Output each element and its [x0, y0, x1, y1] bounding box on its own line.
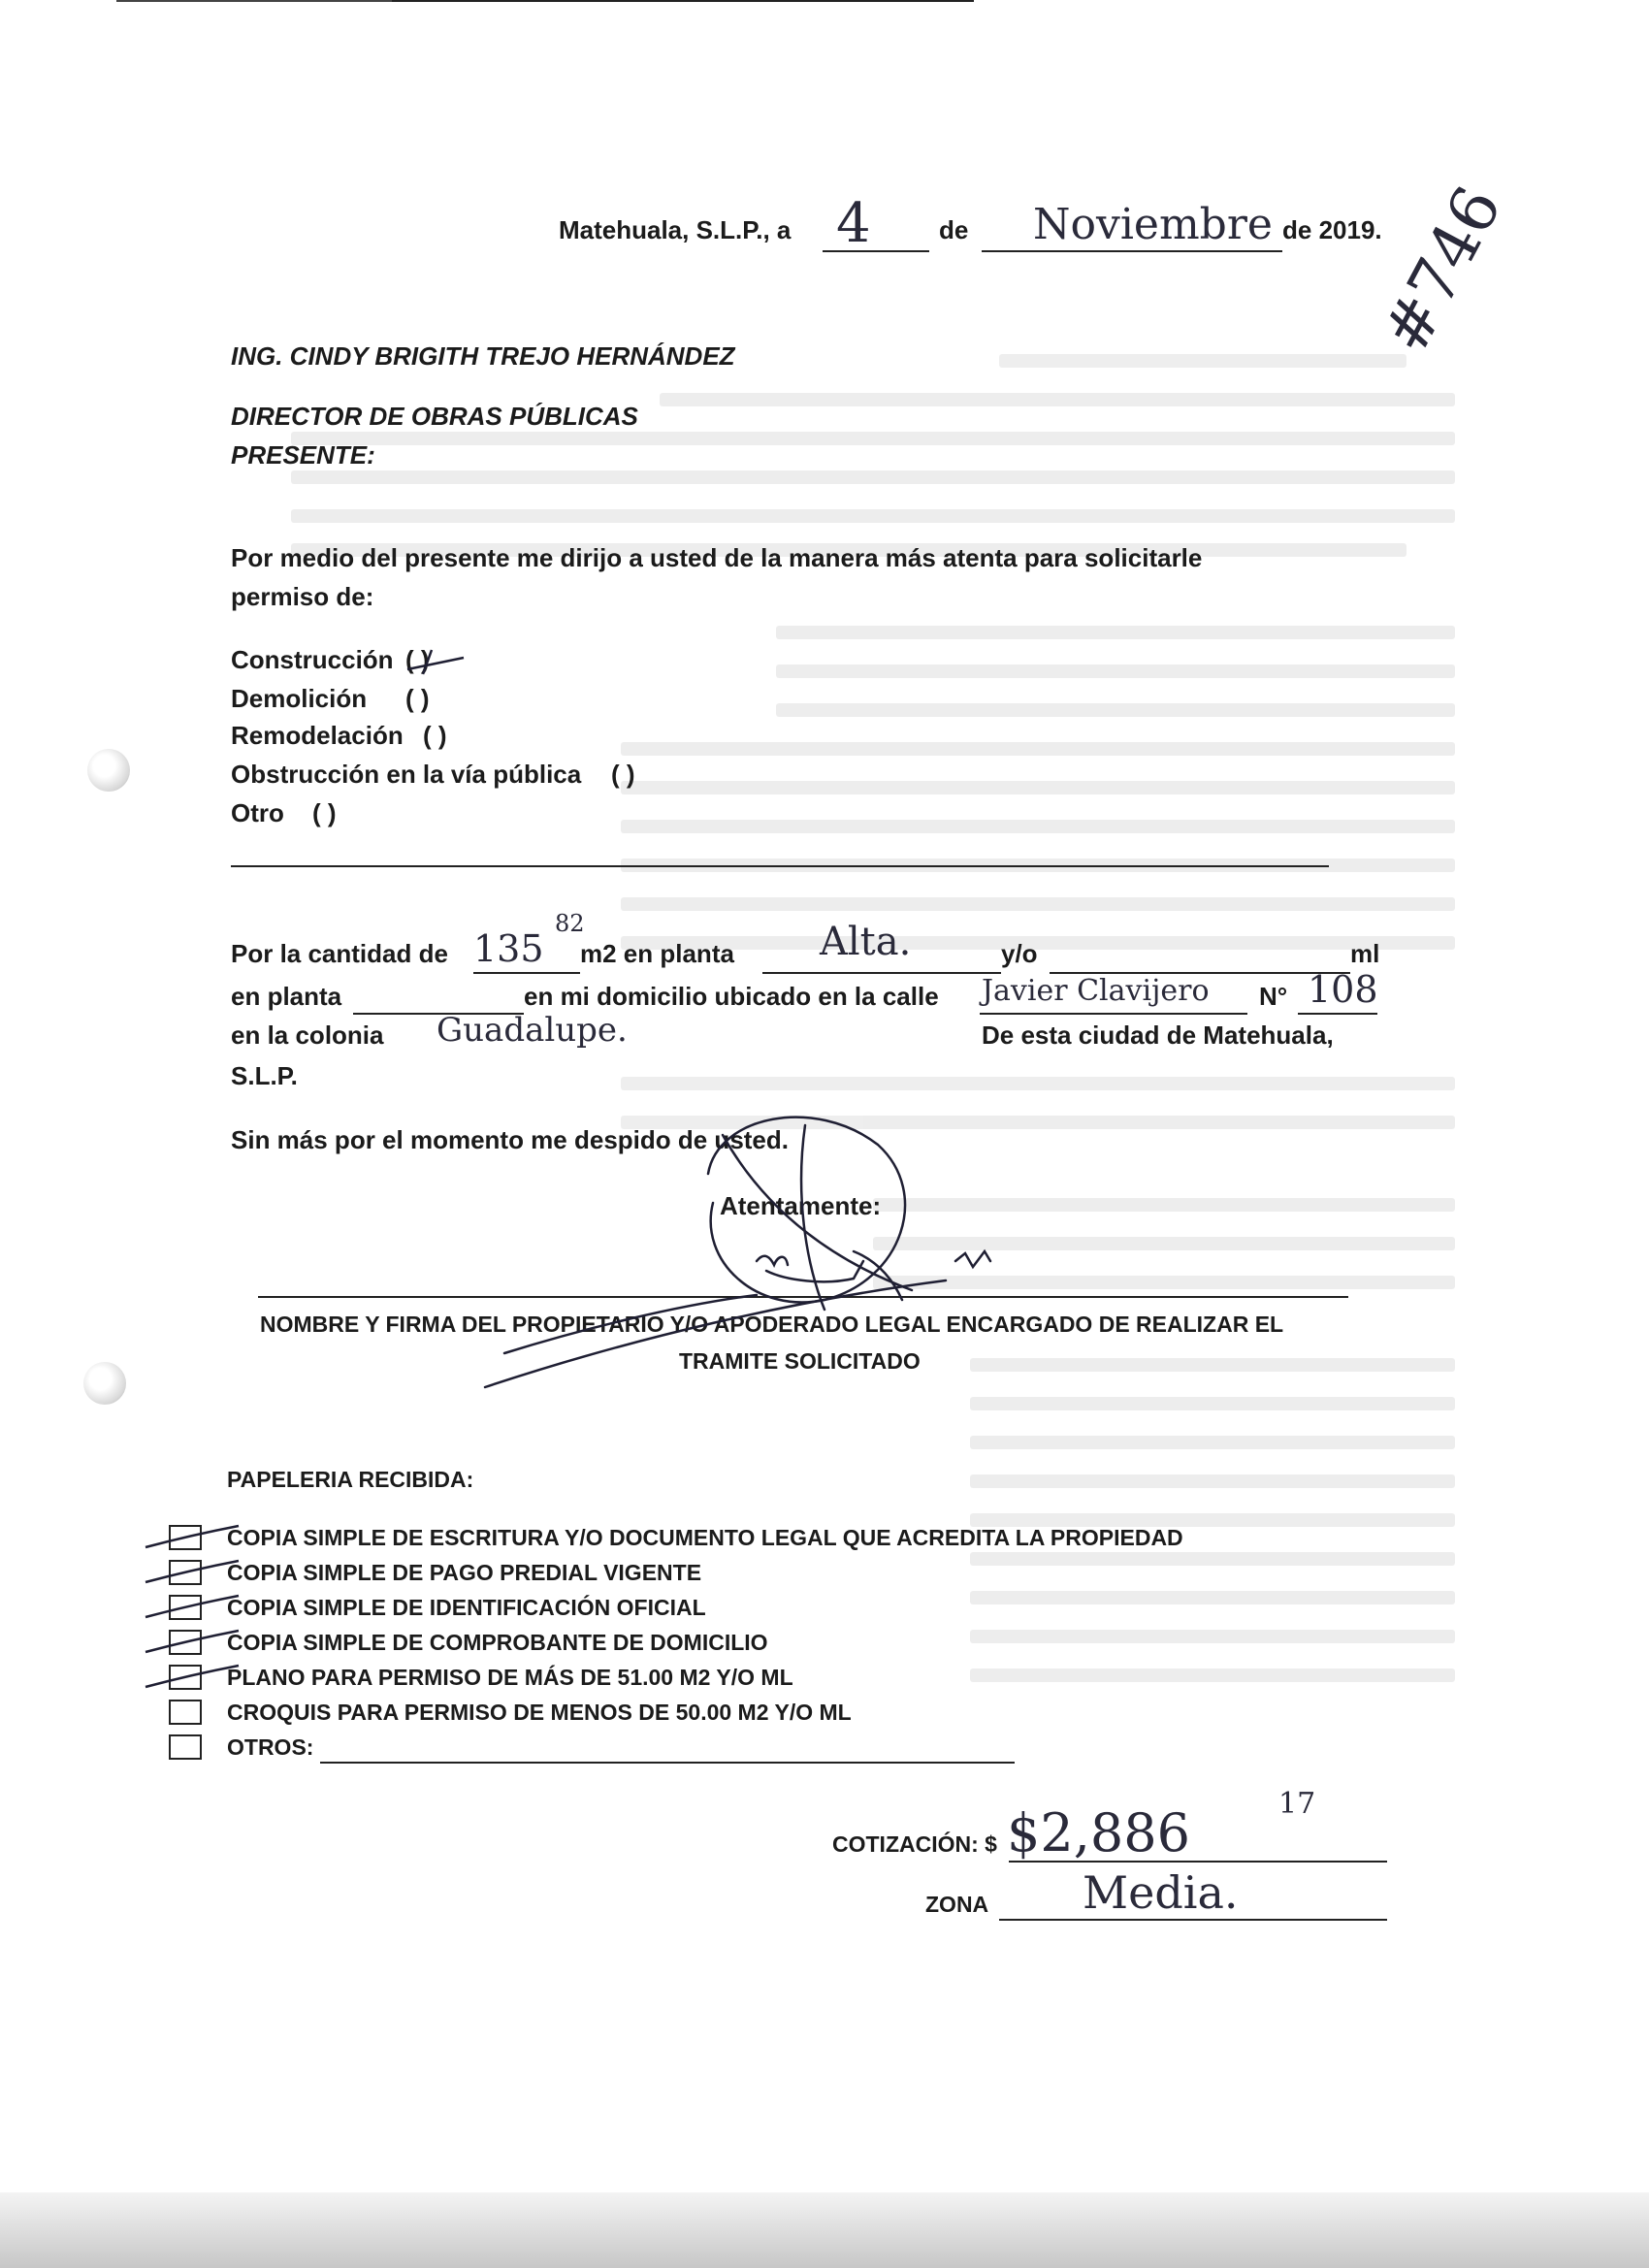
- slp-label: S.L.P.: [231, 1061, 298, 1090]
- folio-handwritten: #746: [1368, 174, 1517, 366]
- zona-label: ZONA: [925, 1892, 989, 1917]
- month-handwritten: Noviembre: [1033, 200, 1273, 249]
- domicilio-label: en mi domicilio ubicado en la calle: [524, 982, 939, 1011]
- cotizacion-cents-handwritten: 17: [1278, 1787, 1316, 1821]
- permit-obstruccion-label: Obstrucción en la vía pública: [231, 760, 582, 789]
- punch-hole-lower: [83, 1362, 126, 1405]
- permit-otro-label: Otro: [231, 798, 284, 827]
- item-domicilio-label: COPIA SIMPLE DE COMPROBANTE DE DOMICILIO: [227, 1630, 768, 1655]
- hand-check-mark: [146, 1526, 239, 1547]
- street-handwritten: Javier Clavijero: [982, 974, 1210, 1008]
- en-planta-label: en planta: [231, 982, 342, 1011]
- item-predial-label: COPIA SIMPLE DE PAGO PREDIAL VIGENTE: [227, 1560, 702, 1585]
- recipient-name: ING. CINDY BRIGITH TREJO HERNÁNDEZ: [231, 341, 735, 371]
- hand-check-mark: [146, 1561, 239, 1582]
- presente-label: PRESENTE:: [231, 440, 375, 470]
- qty-handwritten: 135: [473, 927, 544, 970]
- de-label: de: [939, 215, 969, 244]
- papeleria-title: PAPELERIA RECIBIDA:: [227, 1467, 474, 1492]
- item-otros-label: OTROS:: [227, 1734, 314, 1760]
- punch-hole-upper: [87, 749, 130, 792]
- hand-check-mark: [146, 1631, 239, 1652]
- place-label: Matehuala, S.L.P., a: [559, 215, 792, 244]
- item-plano-label: PLANO PARA PERMISO DE MÁS DE 51.00 M2 Y/O ML: [227, 1665, 793, 1690]
- atentamente-label: Atentamente:: [720, 1191, 882, 1220]
- qty-label: Por la cantidad de: [231, 939, 448, 968]
- item-croquis-label: CROQUIS PARA PERMISO DE MENOS DE 50.00 M2 Y/O ML: [227, 1700, 852, 1725]
- intro-line-2: permiso de:: [231, 582, 374, 611]
- ciudad-label: De esta ciudad de Matehuala,: [982, 1021, 1334, 1050]
- day-handwritten: 4: [836, 192, 871, 255]
- despido-text: Sin más por el momento me despido de usted.: [231, 1125, 789, 1154]
- qty-decimals-handwritten: 82: [555, 910, 585, 937]
- permit-construccion-box[interactable]: ( ): [405, 645, 430, 674]
- scan-bottom-edge: [0, 2192, 1649, 2268]
- item-identificacion-label: COPIA SIMPLE DE IDENTIFICACIÓN OFICIAL: [227, 1595, 706, 1620]
- colonia-label: en la colonia: [231, 1021, 384, 1050]
- item-escritura-label: COPIA SIMPLE DE ESCRITURA Y/O DOCUMENTO LEGAL QUE ACREDITA LA PROPIEDAD: [227, 1525, 1183, 1550]
- m2-label: m2 en planta: [580, 939, 734, 968]
- number-handwritten: 108: [1308, 968, 1378, 1011]
- ml-label: ml: [1350, 939, 1380, 968]
- recipient-title: DIRECTOR DE OBRAS PÚBLICAS: [231, 402, 638, 431]
- permit-otro-box[interactable]: ( ): [312, 798, 337, 827]
- permit-construccion-label: Construcción: [231, 645, 394, 674]
- zona-underline: [999, 1919, 1387, 1921]
- hand-check-mark: [146, 1666, 239, 1687]
- permit-demolicion-label: Demolición: [231, 684, 368, 713]
- yo-label: y/o: [1001, 939, 1038, 968]
- permit-remodelacion-label: Remodelación: [231, 721, 404, 750]
- permit-demolicion-box[interactable]: ( ): [405, 684, 430, 713]
- signature-caption-line2: TRAMITE SOLICITADO: [679, 1348, 921, 1374]
- signature-caption-line1: NOMBRE Y FIRMA DEL PROPIETARIO Y/O APODERADO LEGAL ENCARGADO DE REALIZAR EL: [260, 1312, 1284, 1337]
- intro-line-1: Por medio del presente me dirijo a usted de la manera más atenta para solicitarle: [231, 543, 1203, 572]
- planta-handwritten: Alta.: [820, 920, 912, 964]
- cotizacion-label: COTIZACIÓN: $: [832, 1831, 997, 1857]
- permit-remodelacion-box[interactable]: ( ): [423, 721, 447, 750]
- hand-check-mark: [146, 1596, 239, 1617]
- year-label: de 2019.: [1282, 215, 1382, 244]
- permit-obstruccion-box[interactable]: ( ): [611, 760, 635, 789]
- no-label: N°: [1259, 982, 1288, 1011]
- zona-handwritten: Media.: [1083, 1866, 1239, 1919]
- cotizacion-handwritten: $2,886: [1007, 1802, 1190, 1863]
- colonia-handwritten: Guadalupe.: [436, 1011, 628, 1050]
